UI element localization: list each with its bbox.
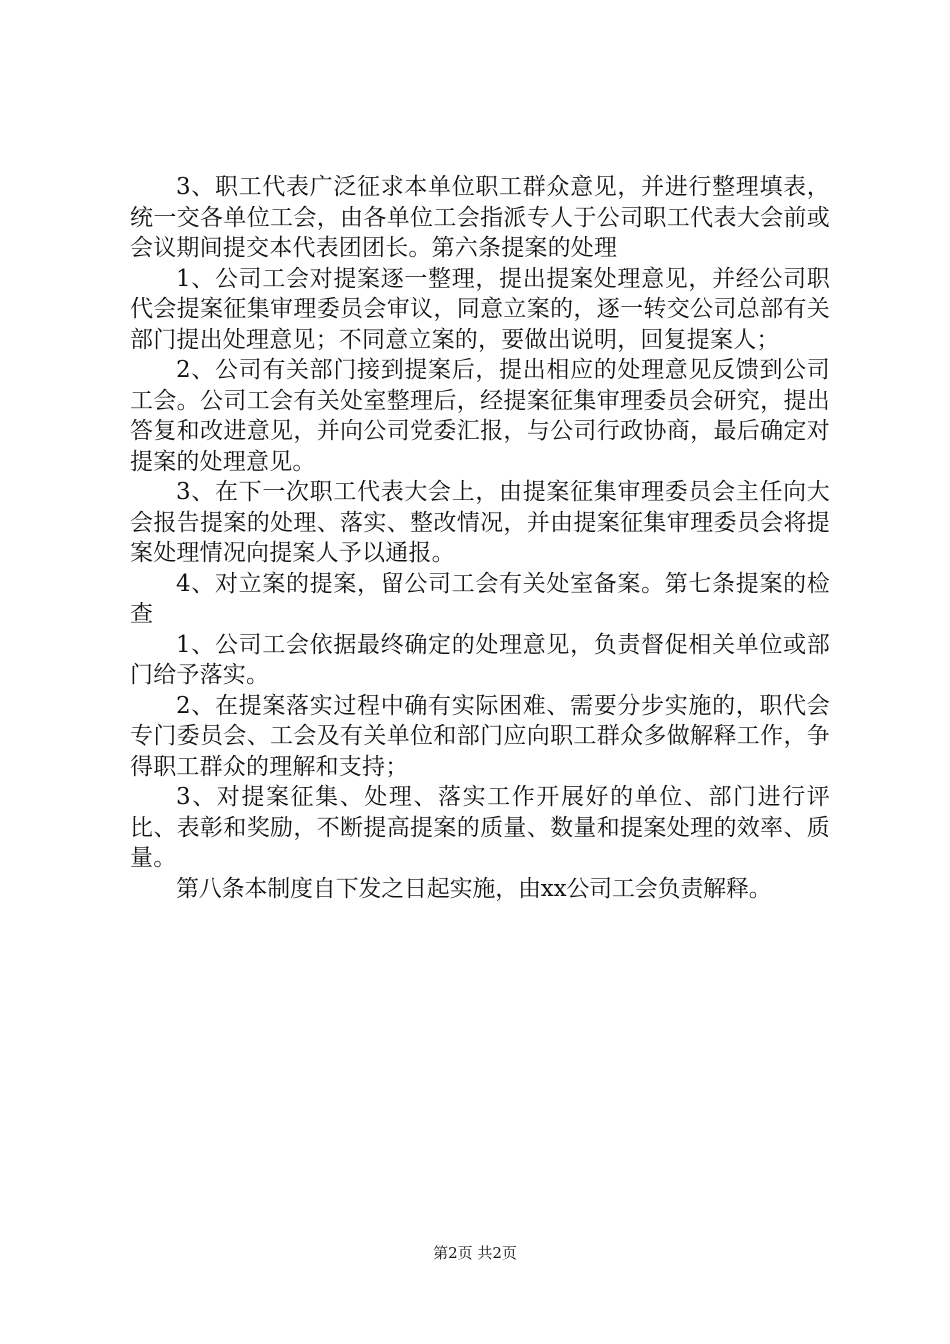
paragraph-processing-3: 3、在下一次职工代表大会上，由提案征集审理委员会主任向大会报告提案的处理、落实、整改情况，并由提案征集审理委员会将提案处理情况向提案人予以通报。 — [130, 479, 830, 566]
paragraph-article-8: 第八条本制度自下发之日起实施，由xx公司工会负责解释。 — [176, 875, 772, 902]
paragraph-processing-1: 1、公司工会对提案逐一整理，提出提案处理意见，并经公司职代会提案征集审理委员会审议，同意立案的，逐一转交公司总部有关部门提出处理意见；不同意立案的，要做出说明，回复提案人； — [130, 265, 830, 353]
paragraph-inspection-3: 3、对提案征集、处理、落实工作开展好的单位、部门进行评比、表彰和奖励，不断提高提案的质量、数量和提案处理的效率、质量。 — [130, 784, 830, 871]
paragraph-inspection-1: 1、公司工会依据最终确定的处理意见，负责督促相关单位或部门给予落实。 — [130, 631, 830, 688]
paragraph-processing-4: 4、对立案的提案，留公司工会有关处室备案。第七条提案的检查 — [130, 570, 830, 627]
paragraph-inspection-2: 2、在提案落实过程中确有实际困难、需要分步实施的，职代会专门委员会、工会及有关单位和部门应向职工群众多做解释工作，争得职工群众的理解和支持； — [130, 692, 830, 780]
paragraph-proposal-collection-3: 3、职工代表广泛征求本单位职工群众意见，并进行整理填表，统一交各单位工会，由各单位工会指派专人于公司职工代表大会前或会议期间提交本代表团团长。第六条提案的处理 — [130, 174, 830, 261]
paragraph-processing-2: 2、公司有关部门接到提案后，提出相应的处理意见反馈到公司工会。公司工会有关处室整理后，经提案征集审理委员会研究，提出答复和改进意见，并向公司党委汇报，与公司行政协商，最后确定对提案的处理意见。 — [130, 357, 830, 475]
page-number-footer: 第2页 共2页 — [433, 1244, 517, 1262]
document-body — [130, 172, 830, 904]
